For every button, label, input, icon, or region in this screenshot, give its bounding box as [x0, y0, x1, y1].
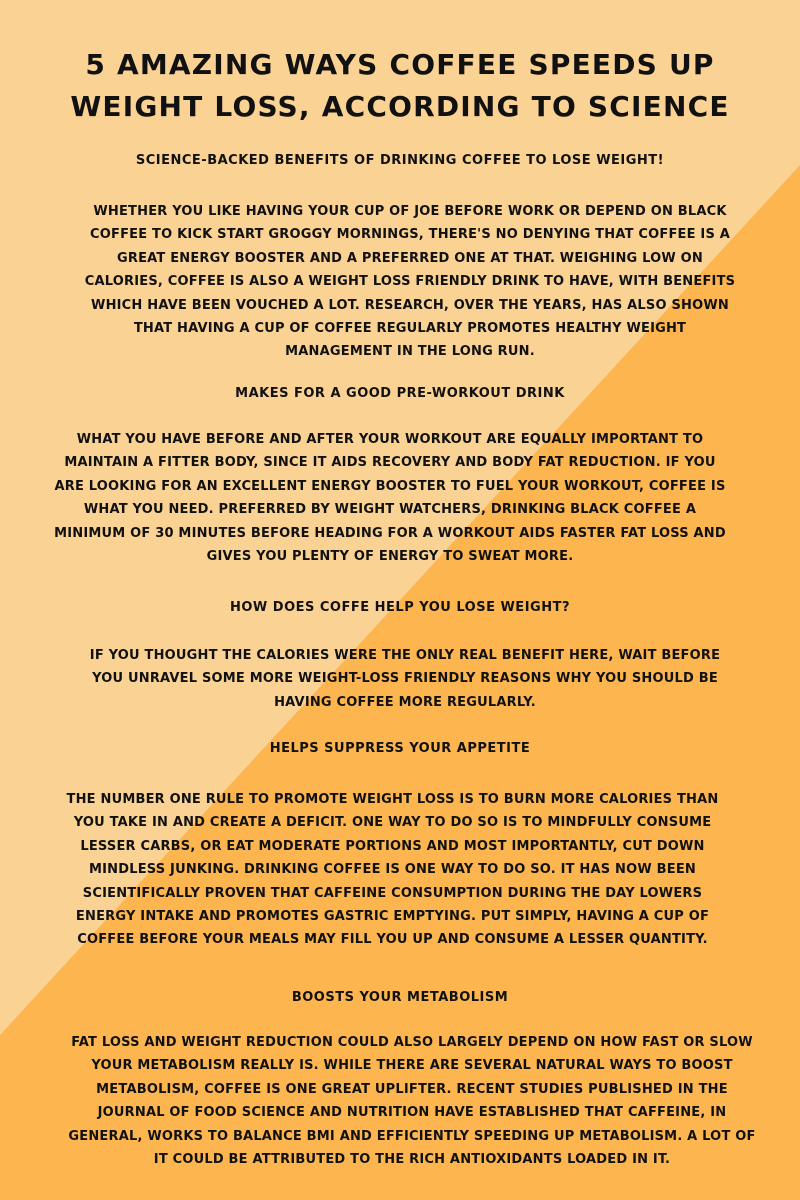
section-heading-boost-metabolism: BOOSTS YOUR METABOLISM	[291, 990, 509, 1005]
article-title: 5 AMAZING WAYS COFFEE SPEEDS UP WEIGHT LOSS, ACCORDING TO SCIENCE	[70, 48, 730, 123]
section-heading-suppress-appetite: HELPS SUPPRESS YOUR APPETITE	[269, 741, 531, 756]
section-body-science-backed-benefits: WHETHER YOU LIKE HAVING YOUR CUP OF JOE BEFORE WORK OR DEPEND ON BLACK COFFEE TO KICK START GROGGY MORNINGS, THERE'S NO DENYING THAT COFFEE IS A GREAT ENERGY BOOSTER AND A PREFERRED ONE AT THAT. WEIGHING LOW ON CALORIES, COFFEE IS ALSO A WEIGHT LOSS FRIENDLY DRINK TO HAVE, WITH BENEFITS WHICH HAVE BEEN VOUCHED A LOT. RESEARCH, OVER THE YEARS, HAS ALSO SHOWN THAT HAVING A CUP OF COFFEE REGULARLY PROMOTES HEALTHY WEIGHT MANAGEMENT IN THE LONG RUN.	[84, 204, 736, 360]
section-body-how-coffee-helps: IF YOU THOUGHT THE CALORIES WERE THE ONLY REAL BENEFIT HERE, WAIT BEFORE YOU UNRAVEL SOME MORE WEIGHT-LOSS FRIENDLY REASONS WHY YOU SHOULD BE HAVING COFFEE MORE REGULARLY.	[89, 648, 721, 710]
section-heading-how-coffee-helps: HOW DOES COFFE HELP YOU LOSE WEIGHT?	[229, 600, 570, 615]
section-body-suppress-appetite: THE NUMBER ONE RULE TO PROMOTE WEIGHT LOSS IS TO BURN MORE CALORIES THAN YOU TAKE IN AND CREATE A DEFICIT. ONE WAY TO DO SO IS TO MINDFULLY CONSUME LESSER CARBS, OR EAT MODERATE PORTIONS AND MOST IMPORTANTLY, CUT DOWN MINDLESS JUNKING. DRINKING COFFEE IS ONE WAY TO DO SO. IT HAS NOW BEEN SCIENTIFICALLY PROVEN THAT CAFFEINE CONSUMPTION DURING THE DAY LOWERS ENERGY INTAKE AND PROMOTES GASTRIC EMPTYING. PUT SIMPLY, HAVING A CUP OF COFFEE BEFORE YOUR MEALS MAY FILL YOU UP AND CONSUME A LESSER QUANTITY.	[66, 792, 719, 948]
section-heading-pre-workout-drink: MAKES FOR A GOOD PRE-WORKOUT DRINK	[235, 386, 565, 401]
section-heading-science-backed-benefits: SCIENCE-BACKED BENEFITS OF DRINKING COFFEE TO LOSE WEIGHT!	[135, 153, 665, 168]
section-body-pre-workout-drink: WHAT YOU HAVE BEFORE AND AFTER YOUR WORKOUT ARE EQUALLY IMPORTANT TO MAINTAIN A FITTER BODY, SINCE IT AIDS RECOVERY AND BODY FAT REDUCTION. IF YOU ARE LOOKING FOR AN EXCELLENT ENERGY BOOSTER TO FUEL YOUR WORKOUT, COFFEE IS WHAT YOU NEED. PREFERRED BY WEIGHT WATCHERS, DRINKING BLACK COFFEE A MINIMUM OF 30 MINUTES BEFORE HEADING FOR A WORKOUT AIDS FASTER FAT LOSS AND GIVES YOU PLENTY OF ENERGY TO SWEAT MORE.	[54, 432, 726, 565]
section-body-boost-metabolism: FAT LOSS AND WEIGHT REDUCTION COULD ALSO LARGELY DEPEND ON HOW FAST OR SLOW YOUR METABOLISM REALLY IS. WHILE THERE ARE SEVERAL NATURAL WAYS TO BOOST METABOLISM, COFFEE IS ONE GREAT UPLIFTER. RECENT STUDIES PUBLISHED IN THE JOURNAL OF FOOD SCIENCE AND NUTRITION HAVE ESTABLISHED THAT CAFFEINE, IN GENERAL, WORKS TO BALANCE BMI AND EFFICIENTLY SPEEDING UP METABOLISM. A LOT OF IT COULD BE ATTRIBUTED TO THE RICH ANTIOXIDANTS LOADED IN IT.	[68, 1035, 756, 1168]
